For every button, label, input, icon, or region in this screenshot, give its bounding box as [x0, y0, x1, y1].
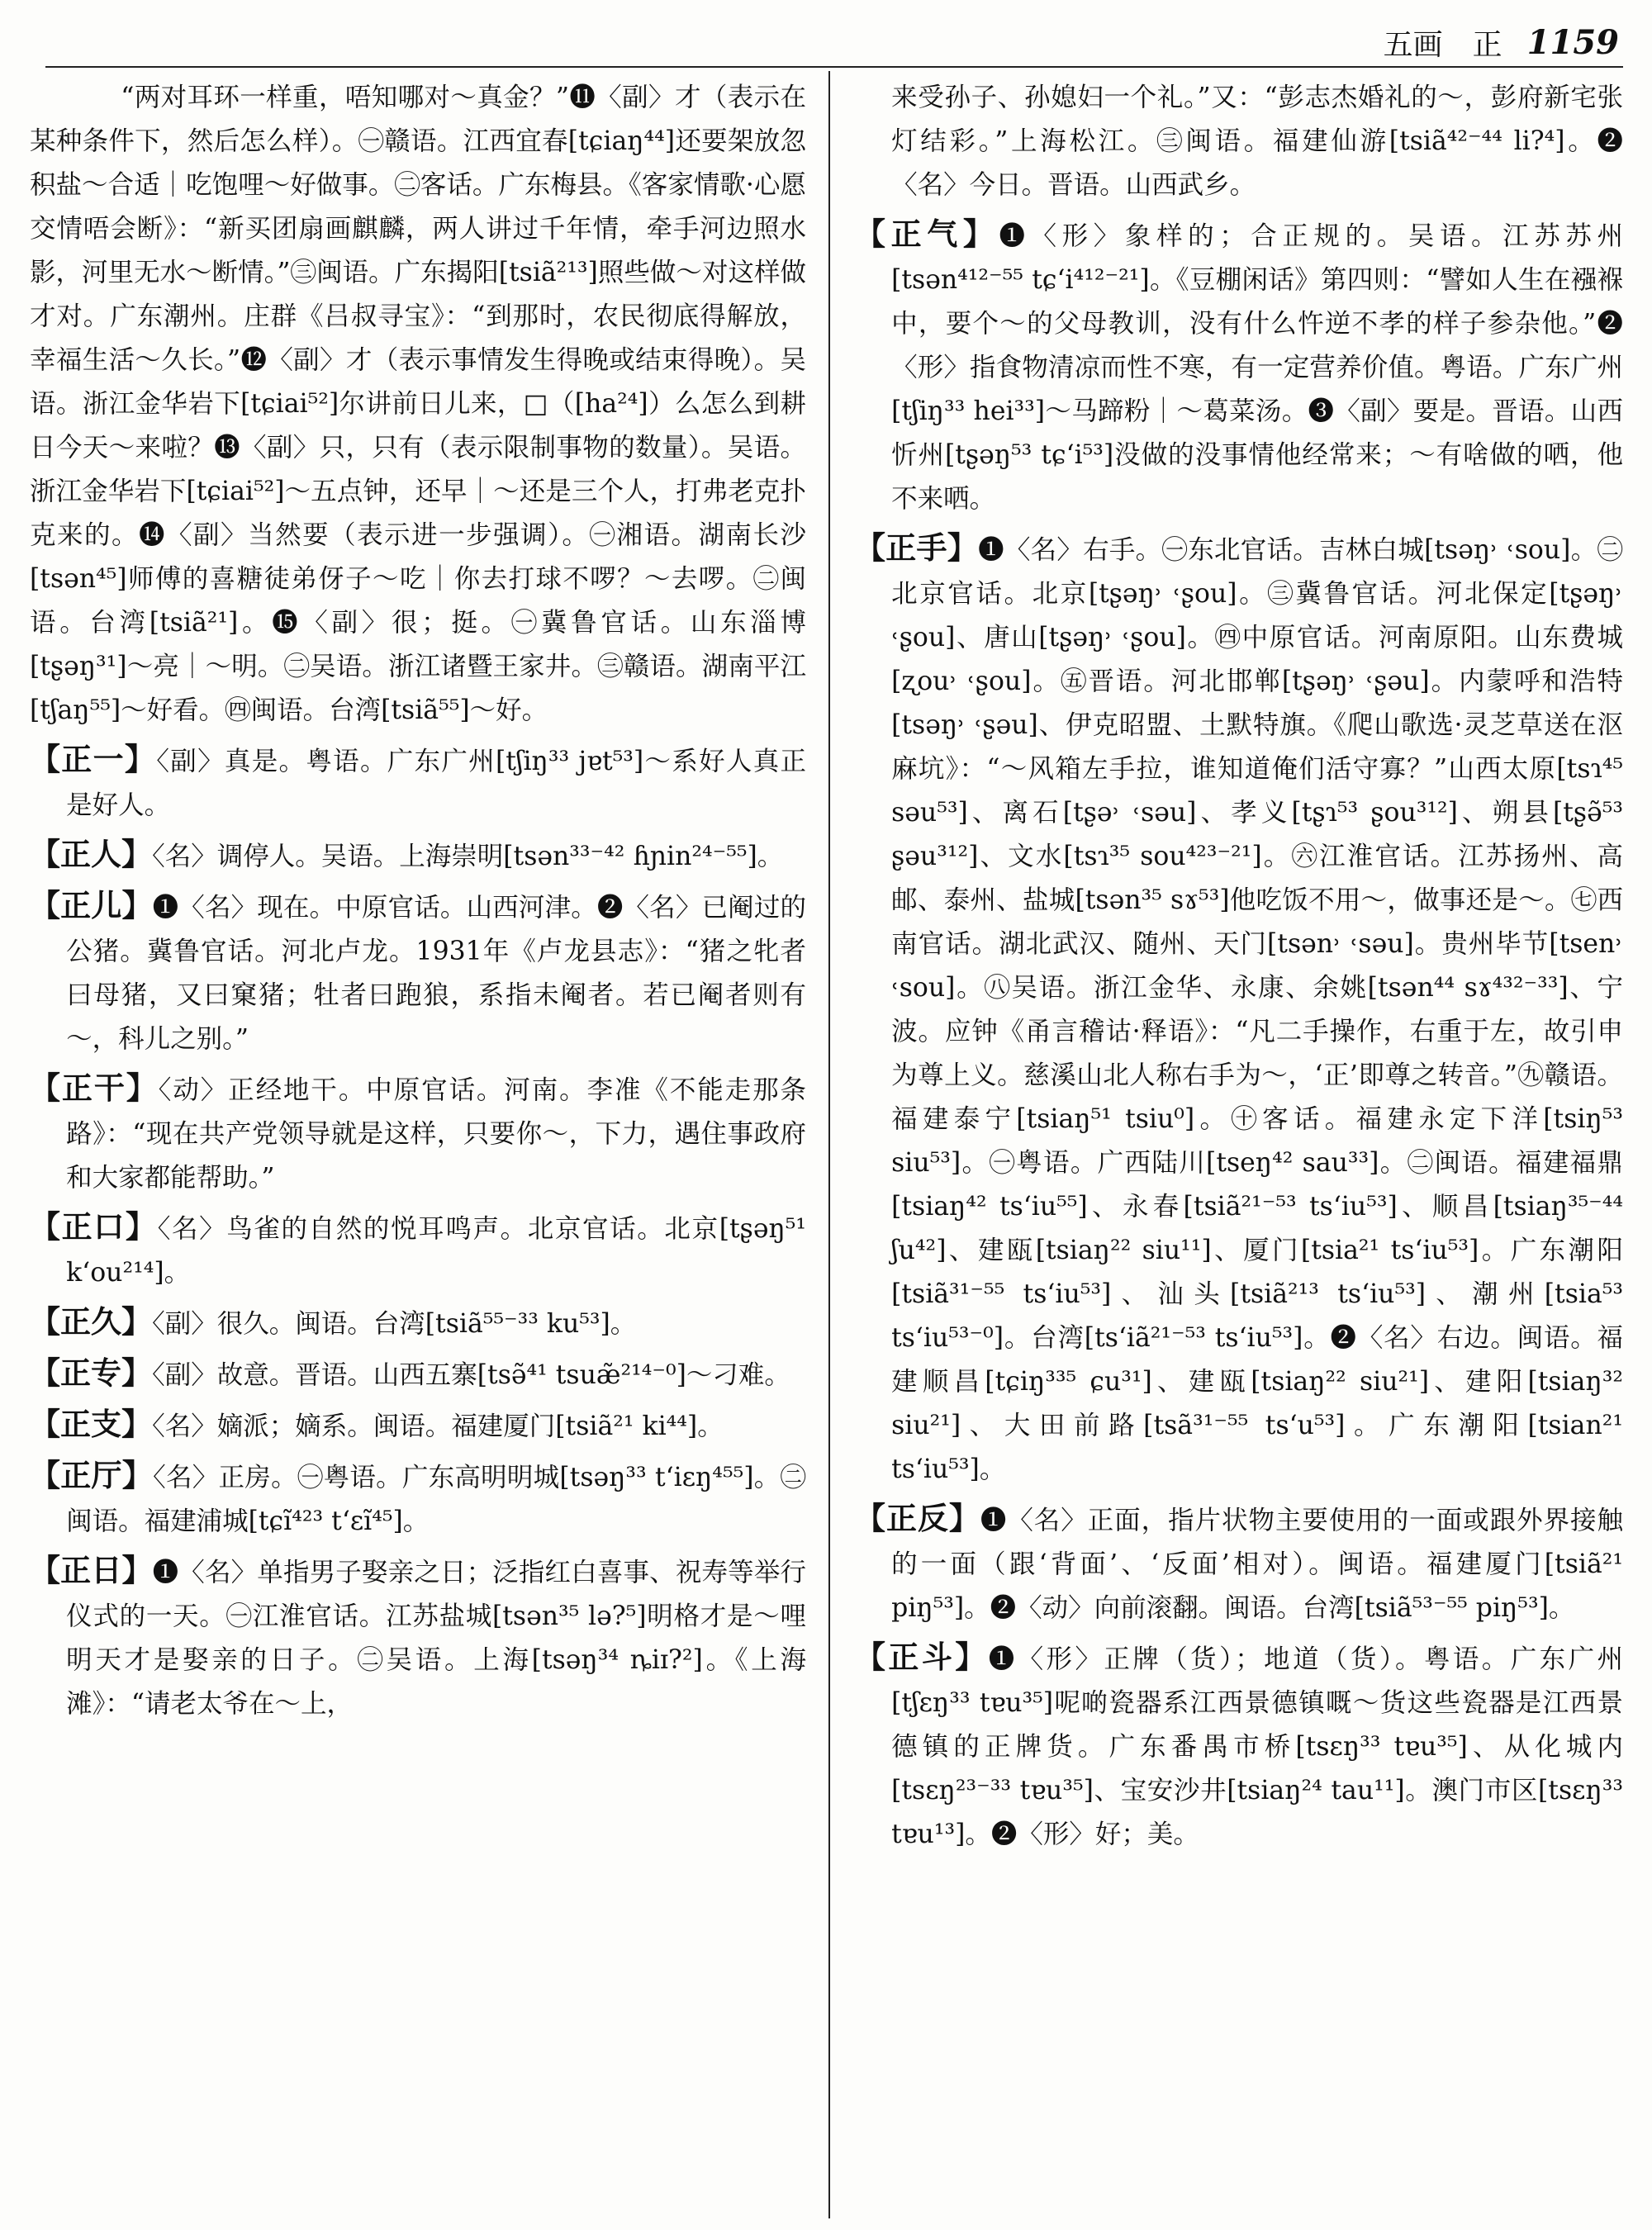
entry-headword: 【正手】: [855, 529, 979, 566]
entry-headword: 【正斗】: [855, 1639, 989, 1675]
dictionary-entry: [855, 526, 1623, 1492]
header-rule: [45, 66, 1623, 68]
entry-definition: 〈副〉真是。粤语。广东广州[tʃiŋ³³ jɐt⁵³]～系好人真正是好人。: [66, 747, 806, 820]
entry-definition: ❶〈名〉现在。中原官话。山西河津。❷〈名〉已阉过的公猪。冀鲁官话。河北卢龙。1931年《卢龙县志》：“猪之牝者曰母猪，又曰窠猪；牡者曰跑狼，系指未阉者。若已阉者则有～，科儿之别。”: [66, 893, 806, 1054]
entry-headword: 【正一】: [30, 741, 157, 777]
entry-headword: 【正干】: [30, 1070, 159, 1106]
entry-headword: 【正人】: [30, 836, 152, 872]
entry-headword: 【正气】: [855, 216, 999, 252]
dictionary-entry: [30, 833, 806, 879]
entry-definition: ❶〈名〉正面，指片状物主要使用的一面或跟外界接触的一面（跟‘背面’、‘反面’相对）。闽语。福建厦门[tsiã²¹ piŋ⁵³]。❷〈动〉向前滚翻。闽语。台湾[tsiã⁵³⁻⁵⁵ piŋ⁵³]。: [891, 1506, 1623, 1623]
page-header: [1322, 21, 1619, 63]
entry-headword: 【正久】: [30, 1303, 152, 1340]
left-column: [30, 76, 806, 2220]
dictionary-entry: [30, 738, 806, 828]
entry-definition: ❶〈形〉正牌（货）；地道（货）。粤语。广东广州[tʃɛŋ³³ tɐu³⁵]呢啲瓷器系江西景德镇嘅～货这些瓷器是江西景德镇的正牌货。广东番禺市桥[tsɛŋ³³ tɐu³⁵]、从化城内[tsɛŋ²³⁻³³ tɐu³⁵]、宝安沙井[tsiaŋ²⁴ tau¹¹]。澳门市区[tsɛŋ³³ tɐu¹³]。❷〈形〉好；美。: [891, 1644, 1623, 1849]
right-column: [855, 76, 1623, 2220]
continuation-text: “两对耳环一样重，唔知哪对～真金？”⓫〈副〉才（表示在某种条件下，然后怎么样）。㊀赣语。江西宜春[tɕiaŋ⁴⁴]还要架放忽积盐～合适｜吃饱哩～好做事。㊁客话。广东梅县。《客家情歌·心愿交情唔会断》：“新买团扇画麒麟，两人讲过千年情，牵手河边照水影，河里无水～断情。”㊂闽语。广东揭阳[tsiã²¹³]照些做～对这样做才对。广东潮州。庄群《吕叔寻宝》：“到那时，农民彻底得解放，幸福生活～久长。”⓬〈副〉才（表示事情发生得晚或结束得晚）。吴语。浙江金华岩下[tɕiai⁵²]尔讲前日儿来，□（[ha²⁴]）么怎么到耕日今天～来啦？⓭〈副〉只，只有（表示限制事物的数量）。吴语。浙江金华岩下[tɕiai⁵²]～五点钟，还早｜～还是三个人，打弗老克扑克来的。⓮〈副〉当然要（表示进一步强调）。㊀湘语。湖南长沙[tsən⁴⁵]师傅的喜糖徒弟伢子～吃｜你去打球不啰？～去啰。㊁闽语。台湾[tsiã²¹]。⓯〈副〉很；挺。㊀冀鲁官话。山东淄博[tʂəŋ³¹]～亮｜～明。㊁吴语。浙江诸暨王家井。㊂赣语。湖南平江[tʃaŋ⁵⁵]～好看。㊃闽语。台湾[tsiã⁵⁵]～好。: [30, 83, 806, 725]
dictionary-entry: [855, 212, 1623, 521]
dictionary-entry: [30, 884, 806, 1061]
entry-headword: 【正专】: [30, 1355, 152, 1391]
page-number: 1159: [1526, 22, 1619, 62]
dictionary-entry: [30, 1351, 806, 1397]
entry-headword: 【正反】: [855, 1500, 980, 1536]
entry-definition: 〈副〉很久。闽语。台湾[tsiã⁵⁵⁻³³ ku⁵³]。: [152, 1309, 637, 1339]
entry-definition: ❶〈名〉单指男子娶亲之日；泛指红白喜事、祝寿等举行仪式的一天。㊀江淮官话。江苏盐城[tsən³⁵ lə?⁵]明格才是～哩明天才是娶亲的日子。㊁吴语。上海[tsəŋ³⁴ ȵiɪ?²]。《上海滩》：“请老太爷在～上，: [66, 1558, 806, 1719]
entry-definition: 〈副〉故意。晋语。山西五寨[tsə̃⁴¹ tsuæ̃²¹⁴⁻⁰]～刁难。: [152, 1360, 790, 1390]
entry-definition: ❶〈形〉象样的；合正规的。吴语。江苏苏州[tsən⁴¹²⁻⁵⁵ tɕ‘i⁴¹²⁻²¹]。《豆棚闲话》第四则：“譬如人生在襁褓中，要个～的父母教训，没有什么忤逆不孝的样子参杂他。”❷〈形〉指食物清凉而性不寒，有一定营养价值。粤语。广东广州[tʃiŋ³³ hei³³]～马蹄粉｜～葛菜汤。❸〈副〉要是。晋语。山西忻州[tʂəŋ⁵³ tɕ‘i⁵³]没做的没事情他经常来；～有啥做的哂，他不来哂。: [891, 221, 1623, 514]
entry-definition: ❶〈名〉右手。㊀东北官话。吉林白城[tsəŋ˒ ˓sou]。㊁北京官话。北京[tʂəŋ˒ ˓ʂou]。㊂冀鲁官话。河北保定[tʂəŋ˒ ˓ʂou]、唐山[tʂəŋ˒ ˓ʂou]。㊃中原官话。河南原阳。山东费城[ʐou˒ ˓ʂou]。㊄晋语。河北邯郸[tʂəŋ˒ ˓ʂəu]。内蒙呼和浩特[tsəŋ˒ ˓ʂəu]、伊克昭盟、土默特旗。《爬山歌选·灵芝草送在沤麻坑》：“～风箱左手拉，谁知道俺们活守寡？”山西太原[tsɿ⁴⁵ səu⁵³]、离石[tʂə˒ ˓səu]、孝义[tʂɿ⁵³ ʂou³¹²]、朔县[tʂə̃⁵³ ʂəu³¹²]、文水[tsɿ³⁵ sou⁴²³⁻²¹]。㊅江淮官话。江苏扬州、高邮、泰州、盐城[tsən³⁵ sɤ⁵³]他吃饭不用～，做事还是～。㊆西南官话。湖北武汉、随州、天门[tsən˒ ˓səu]。贵州毕节[tsen˒ ˓sou]。㊇吴语。浙江金华、永康、余姚[tsən⁴⁴ sɤ⁴³²⁻³³]、宁波。应钟《甬言稽诂·释语》：“凡二手操作，右重于左，故引申为尊上义。慈溪山北人称右手为～，‘正’即尊之转音。”㊈赣语。福建泰宁[tsiaŋ⁵¹ tsiu⁰]。㊉客话。福建永定下洋[tsiŋ⁵³ siu⁵³]。㊀粤语。广西陆川[tseŋ⁴² sau³³]。㊁闽语。福建福鼎[tsiaŋ⁴² ts‘iu⁵⁵]、永春[tsiã²¹⁻⁵³ ts‘iu⁵³]、顺昌[tsiaŋ³⁵⁻⁴⁴ ʃu⁴²]、建瓯[tsiaŋ²² siu¹¹]、厦门[tsia²¹ ts‘iu⁵³]。广东潮阳[tsiã³¹⁻⁵⁵ ts‘iu⁵³]、汕头[tsiã²¹³ ts‘iu⁵³]、潮州[tsia⁵³ ts‘iu⁵³⁻⁰]。台湾[ts‘iã²¹⁻⁵³ ts‘iu⁵³]。❷〈名〉右边。闽语。福建顺昌[tɕiŋ³³⁵ ɕu³¹]、建瓯[tsiaŋ²² siu²¹]、建阳[tsiaŋ³² siu²¹]、大田前路[tsã³¹⁻⁵⁵ ts‘u⁵³]。广东潮阳[tsian²¹ ts‘iu⁵³]。: [891, 535, 1623, 1484]
dictionary-entry: [855, 1635, 1623, 1857]
dictionary-entry: [30, 1205, 806, 1295]
entry-headword: 【正日】: [30, 1552, 153, 1588]
continuation-text: 来受孙子、孙媳妇一个礼。”又：“彭志杰婚礼的～，彭府新宅张灯结彩。”上海松江。㊂闽语。福建仙游[tsiã⁴²⁻⁴⁴ li?⁴]。❷〈名〉今日。晋语。山西武乡。: [891, 83, 1623, 200]
entry-headword: 【正支】: [30, 1406, 152, 1442]
entry-definition: 〈名〉正房。㊀粤语。广东高明明城[tsəŋ³³ t‘iɛŋ⁴⁵⁵]。㊁闽语。福建浦城[tɕĩ⁴²³ t‘ɛĩ⁴⁵]。: [66, 1463, 806, 1536]
entry-headword: 【正儿】: [30, 887, 153, 923]
entry-definition: 〈动〉正经地干。中原官话。河南。李准《不能走那条路》：“现在共产党领导就是这样，只要你～，下力，遇住事政府和大家都能帮助。”: [66, 1075, 806, 1193]
dictionary-entry: [30, 1454, 806, 1544]
dictionary-entry: [30, 1549, 806, 1726]
entry-definition: 〈名〉鸟雀的自然的悦耳鸣声。北京官话。北京[tʂəŋ⁵¹ k‘ou²¹⁴]。: [66, 1214, 806, 1288]
dictionary-entry: [30, 1402, 806, 1449]
dictionary-entry: [30, 1300, 806, 1346]
entry-definition: 〈名〉调停人。吴语。上海崇明[tsən³³⁻⁴² ɦɲin²⁴⁻⁵⁵]。: [152, 842, 784, 871]
entry-definition: 〈名〉嫡派；嫡系。闽语。福建厦门[tsiã²¹ ki⁴⁴]。: [152, 1412, 724, 1441]
column-divider: [828, 71, 830, 2218]
section-title: 五画 正: [1383, 27, 1502, 62]
entry-headword: 【正口】: [30, 1208, 158, 1245]
dictionary-entry: [30, 1066, 806, 1200]
dictionary-entry: [855, 1497, 1623, 1630]
entry-headword: 【正厅】: [30, 1457, 154, 1493]
